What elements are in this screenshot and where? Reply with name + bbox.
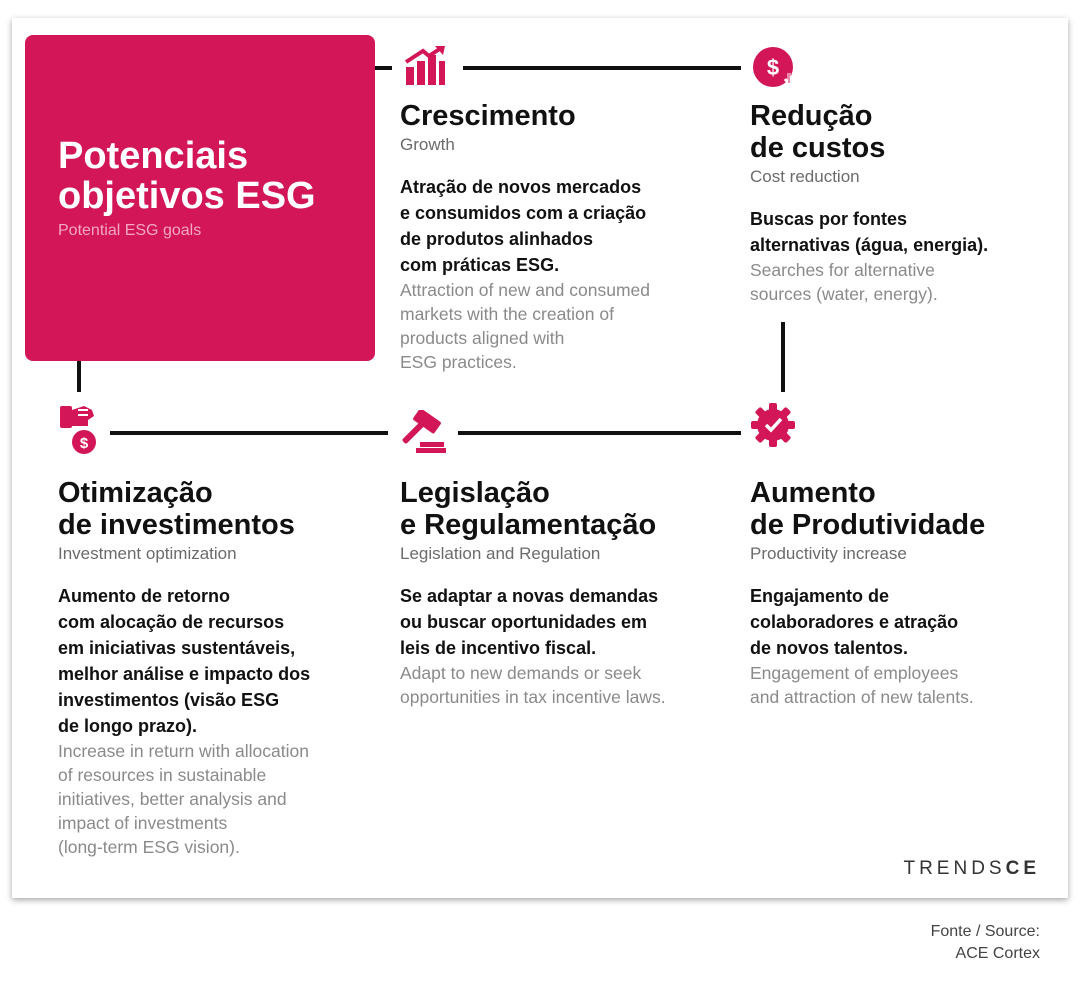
block-productivity-description: Engajamento de colaboradores e atração de novos talentos. — [750, 586, 959, 658]
block-legislation-translation: Adapt to new demands or seek opportunities in tax incentive laws. — [400, 663, 666, 707]
block-cost-reduction — [750, 100, 988, 306]
block-growth — [400, 100, 650, 374]
block-legislation — [400, 477, 666, 709]
block-cost-reduction-translation: Searches for alternative sources (water, energy). — [750, 260, 938, 304]
block-cost-reduction-subtitle: Cost reduction — [750, 167, 860, 186]
block-investment-subtitle: Investment optimization — [58, 544, 237, 563]
brand-logo: TRENDSCE — [903, 858, 1040, 879]
block-cost-reduction-title: Redução de custos — [750, 100, 886, 164]
block-productivity-subtitle: Productivity increase — [750, 544, 907, 563]
block-legislation-title: Legislação e Regulamentação — [400, 477, 657, 541]
block-legislation-subtitle: Legislation and Regulation — [400, 544, 601, 563]
block-cost-reduction-description: Buscas por fontes alternativas (água, energia). — [750, 209, 989, 255]
investment-hand-icon — [58, 402, 100, 456]
block-productivity-title: Aumento de Produtividade — [750, 477, 986, 541]
gavel-icon — [398, 410, 448, 454]
chart-growth-icon — [403, 45, 447, 87]
block-growth-description: Atração de novos mercados e consumidos com a criação de produtos alinhados com práticas ESG. — [400, 177, 647, 275]
block-investment-translation: Increase in return with allocation of resources in sustainable initiatives, better analysis and impact of investments (long-term ESG vision). — [58, 741, 309, 857]
block-investment-optimization — [58, 477, 310, 859]
dollar-down-icon — [752, 47, 798, 89]
block-growth-title: Crescimento — [400, 100, 576, 132]
svg-text:$: $ — [79, 435, 89, 452]
gear-check-icon — [750, 402, 796, 448]
block-investment-description: Aumento de retorno com alocação de recursos em iniciativas sustentáveis, melhor análise e impacto dos investimentos (visão ESG de longo prazo). — [58, 586, 311, 736]
block-productivity-translation: Engagement of employees and attraction of new talents. — [750, 663, 974, 707]
block-growth-translation: Attraction of new and consumed markets with the creation of products aligned with ESG practices. — [400, 280, 651, 372]
svg-text:$: $ — [766, 55, 780, 80]
block-legislation-description: Se adaptar a novas demandas ou buscar oportunidades em leis de incentivo fiscal. — [400, 586, 659, 658]
block-growth-subtitle: Growth — [400, 135, 455, 154]
hero-title: Potenciais objetivos ESG — [58, 135, 316, 217]
hero-subtitle: Potential ESG goals — [58, 222, 202, 239]
source-note: Fonte / Source: ACE Cortex — [930, 923, 1040, 962]
block-investment-title: Otimização de investimentos — [58, 477, 295, 541]
block-productivity — [750, 477, 985, 709]
